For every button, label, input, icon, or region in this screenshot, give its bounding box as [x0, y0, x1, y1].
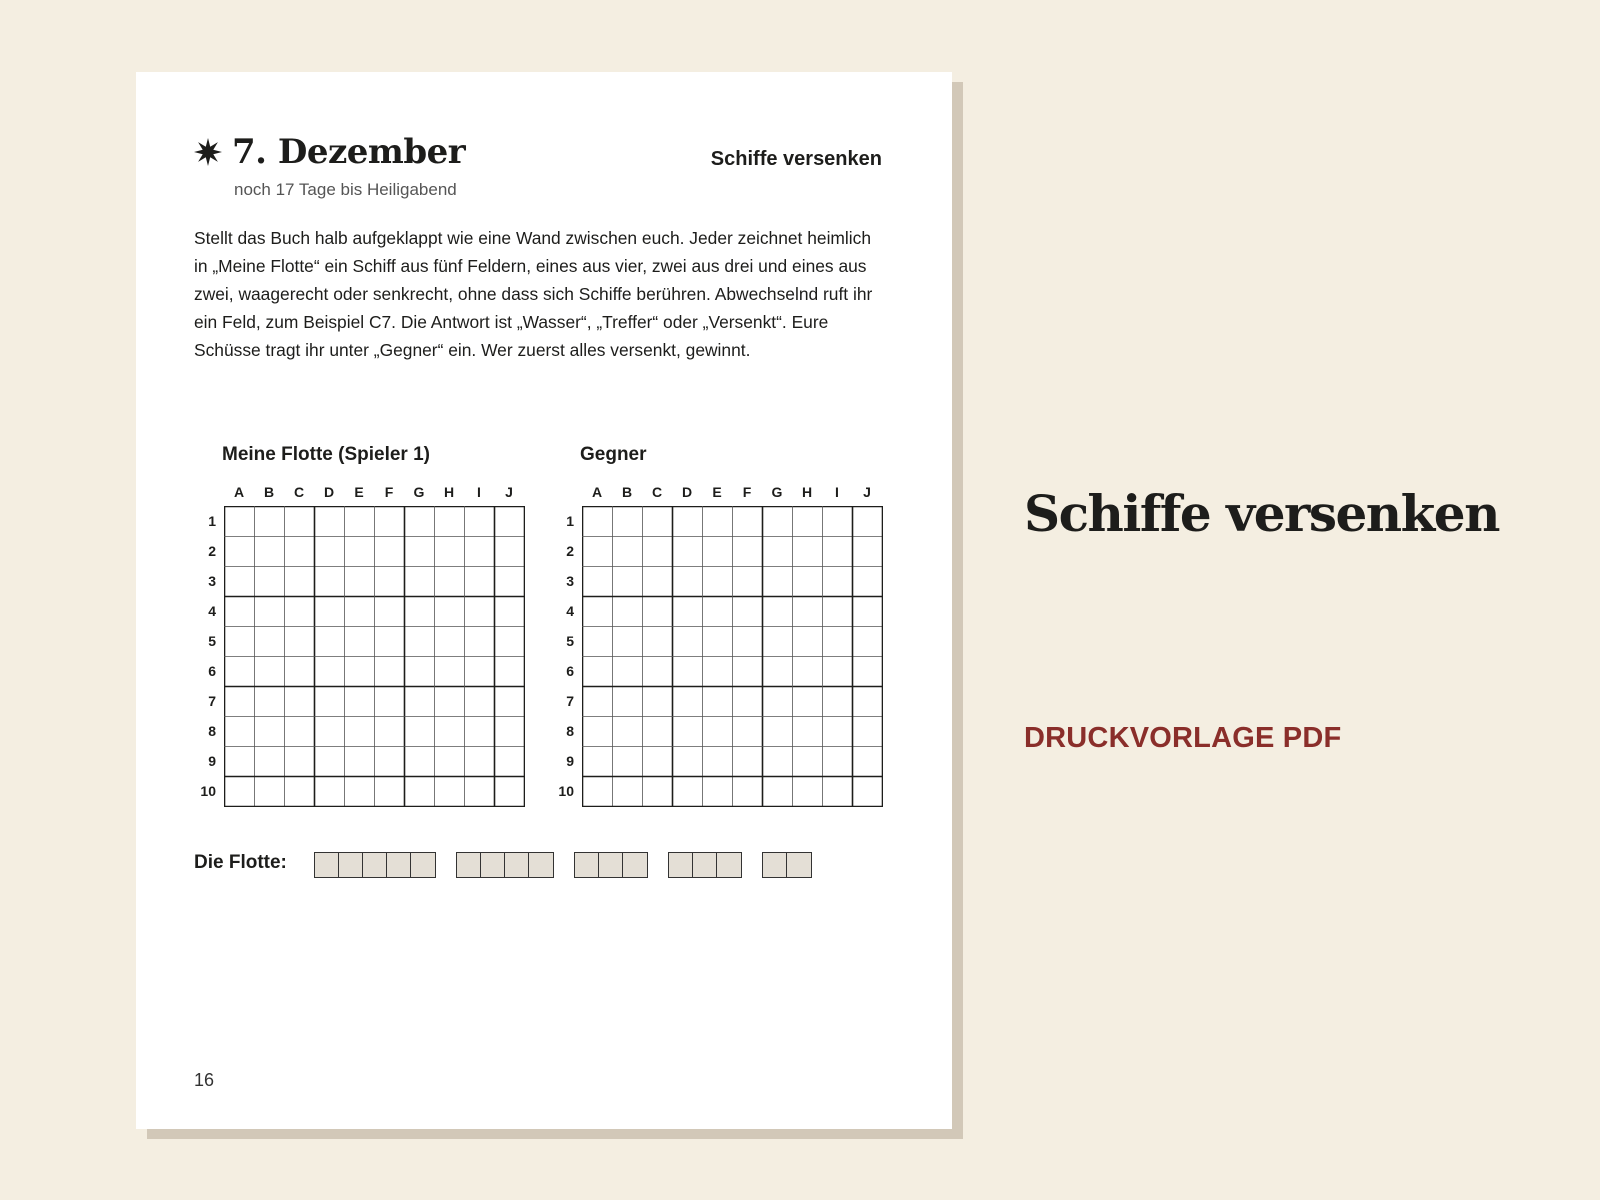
row-label: 5 — [566, 633, 574, 649]
column-label: J — [505, 484, 513, 500]
ship-cell — [623, 853, 647, 877]
row-labels — [194, 506, 216, 806]
row-label: 1 — [208, 513, 216, 529]
fleet-ship — [314, 852, 436, 878]
row-label: 2 — [566, 543, 574, 559]
game-title: Schiffe versenken — [710, 148, 882, 170]
column-label: E — [712, 484, 722, 500]
column-label: D — [681, 484, 693, 500]
page-number: 16 — [194, 1070, 215, 1090]
column-label: G — [413, 484, 425, 500]
row-label: 10 — [200, 783, 216, 799]
board-title-opponent: Gegner — [580, 444, 647, 465]
column-label: E — [354, 484, 364, 500]
row-label: 9 — [208, 753, 216, 769]
row-label: 9 — [566, 753, 574, 769]
column-label: B — [263, 484, 275, 500]
print-template-badge: DRUCKVORLAGE PDF — [1024, 722, 1342, 754]
fleet-ship — [456, 852, 554, 878]
ship-cell — [387, 853, 411, 877]
ship-cell — [669, 853, 693, 877]
ship-cell — [315, 853, 339, 877]
column-label: G — [771, 484, 783, 500]
column-label: C — [293, 484, 305, 500]
column-label: D — [323, 484, 335, 500]
column-labels — [224, 484, 524, 500]
row-label: 7 — [208, 693, 216, 709]
row-label: 6 — [208, 663, 216, 679]
ship-cell — [717, 853, 741, 877]
grid-lines — [582, 506, 883, 807]
instructions-text: Stellt das Buch halb aufgeklappt wie eine Wand zwischen euch. Jeder zeichnet heimlich in „Meine Flotte“ ein Schiff aus fünf Feldern, eines aus vier, zwei aus drei und eines aus zwei, waagerecht oder senkrecht, ohne dass sich Schiffe berühren. Abwechselnd ruft ihr ein Feld, zum Beispiel C7. Die Antwort ist „Wasser“, „Treffer“ oder „Versenkt“. Eure Schüsse tragt ihr unter „Gegner“ ein. Wer zuerst alles versenkt, gewinnt. — [194, 228, 873, 360]
row-label: 4 — [208, 603, 216, 619]
column-label: F — [742, 484, 752, 500]
row-label: 6 — [566, 663, 574, 679]
row-label: 4 — [566, 603, 574, 619]
countdown-subtitle: noch 17 Tage bis Heiligabend — [234, 180, 457, 199]
column-labels — [582, 484, 882, 500]
column-label: B — [621, 484, 633, 500]
row-label: 10 — [558, 783, 574, 799]
ship-cell — [363, 853, 387, 877]
ship-cell — [599, 853, 623, 877]
fleet-label: Die Flotte: — [194, 852, 287, 873]
column-label: I — [477, 484, 481, 500]
row-labels — [552, 506, 574, 806]
row-label: 7 — [566, 693, 574, 709]
fleet-ship — [574, 852, 648, 878]
column-label: F — [384, 484, 394, 500]
ship-cell — [481, 853, 505, 877]
row-label: 8 — [208, 723, 216, 739]
ship-cell — [339, 853, 363, 877]
row-label: 3 — [208, 573, 216, 589]
product-title: Schiffe versenken — [1024, 484, 1499, 543]
ship-cell — [787, 853, 811, 877]
ship-cell — [763, 853, 787, 877]
ship-cell — [505, 853, 529, 877]
ship-cell — [457, 853, 481, 877]
row-label: 3 — [566, 573, 574, 589]
ship-cell — [411, 853, 435, 877]
column-label: A — [233, 484, 245, 500]
column-label: H — [443, 484, 455, 500]
book-page — [136, 72, 952, 1129]
column-label: H — [801, 484, 813, 500]
fleet-ship — [668, 852, 742, 878]
column-label: C — [651, 484, 663, 500]
row-label: 1 — [566, 513, 574, 529]
fleet-ship — [762, 852, 812, 878]
row-label: 5 — [208, 633, 216, 649]
ship-cell — [529, 853, 553, 877]
ship-cell — [575, 853, 599, 877]
board-title-my-fleet: Meine Flotte (Spieler 1) — [222, 444, 430, 465]
row-label: 2 — [208, 543, 216, 559]
column-label: A — [591, 484, 603, 500]
ship-cell — [693, 853, 717, 877]
date-title: 7. Dezember — [232, 132, 466, 172]
grid-lines — [224, 506, 525, 807]
eight-point-star-icon — [194, 138, 222, 166]
date-header — [194, 132, 465, 172]
column-label: J — [863, 484, 871, 500]
row-label: 8 — [566, 723, 574, 739]
column-label: I — [835, 484, 839, 500]
